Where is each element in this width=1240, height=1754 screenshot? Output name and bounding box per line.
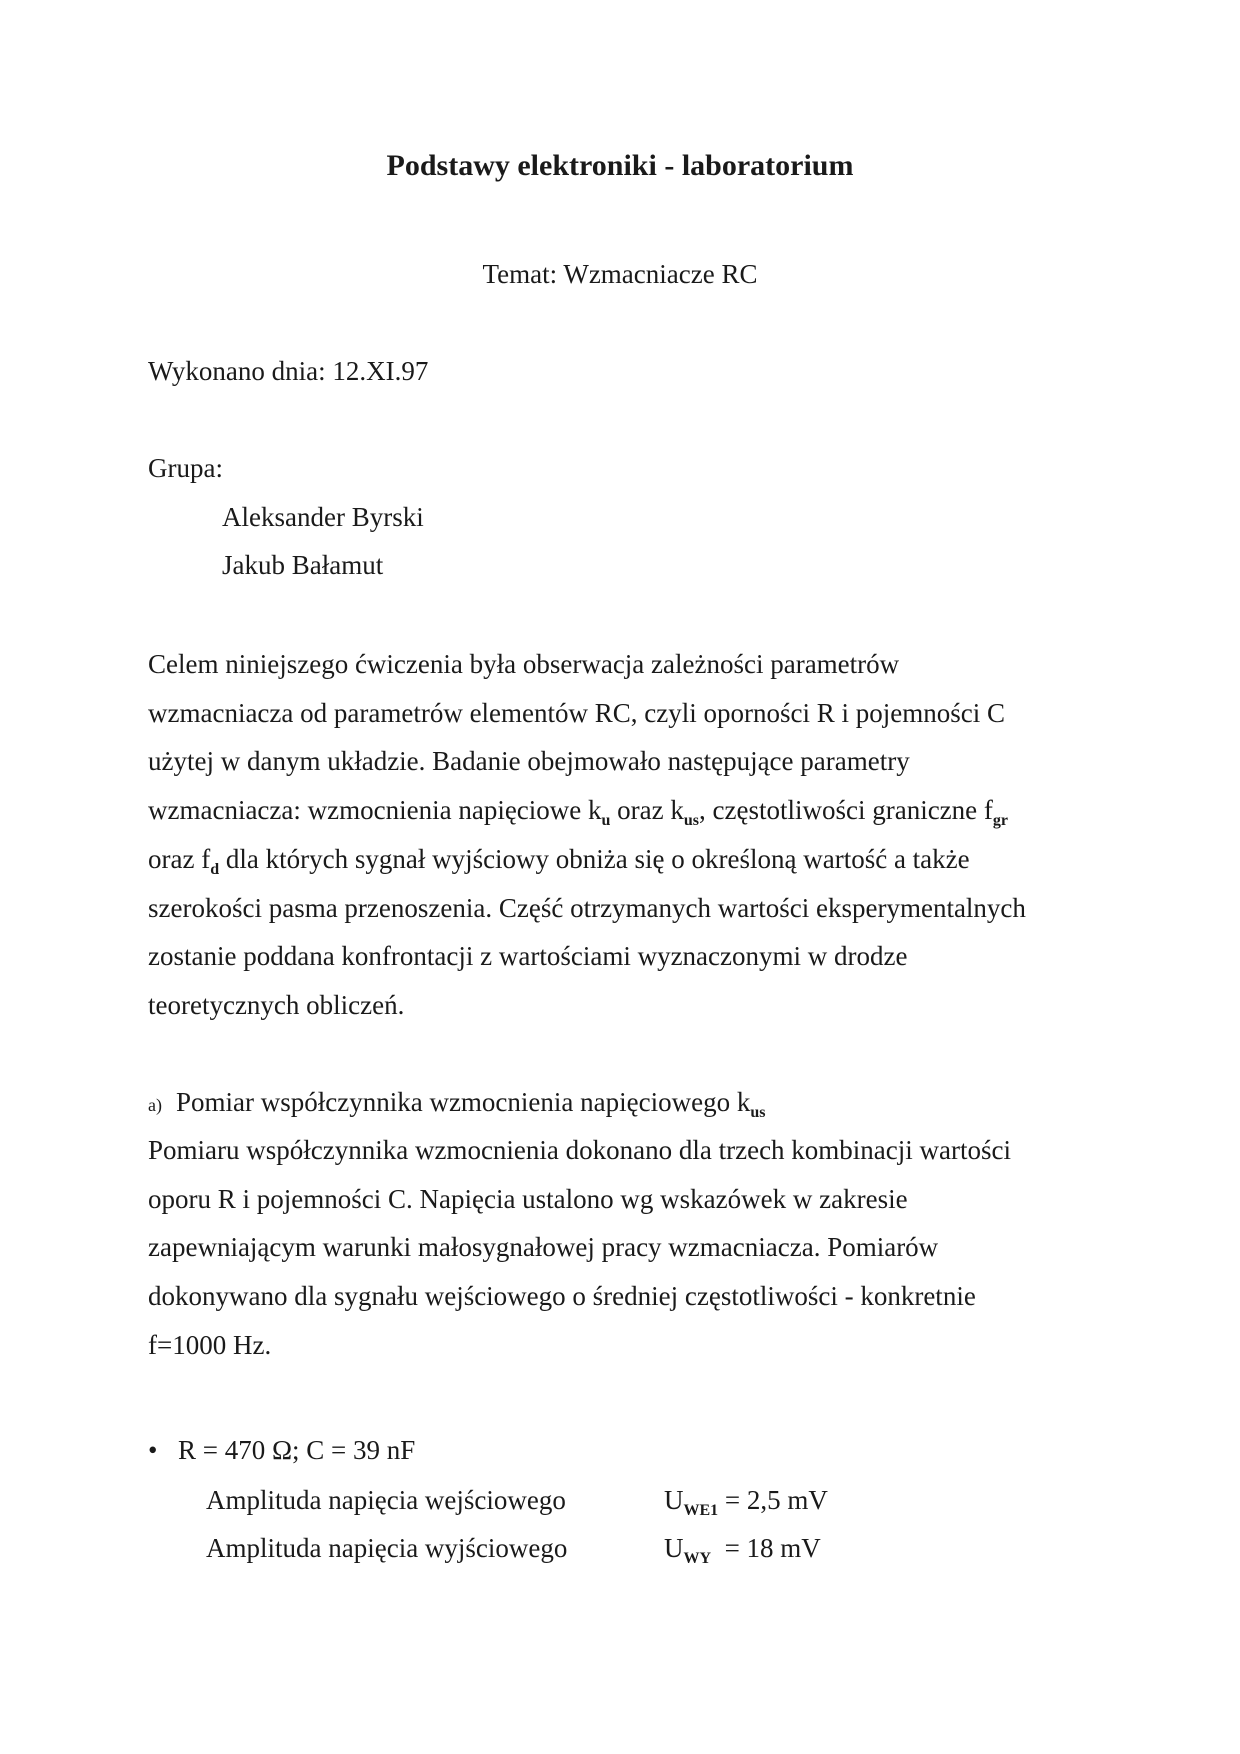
section-a-heading xyxy=(148,1084,765,1123)
subject-line: Temat: Wzmacniacze RC xyxy=(482,259,758,289)
section-a-paragraph xyxy=(148,1126,1098,1370)
bullet-text: R = 470 Ω; C = 39 nF xyxy=(178,1435,416,1465)
date-line: Wykonano dnia: 12.XI.97 xyxy=(148,356,429,386)
intro-paragraph xyxy=(148,640,1098,1030)
bullet-item xyxy=(148,1432,415,1468)
intro-line: wzmacniacza od parametrów elementów RC, czyli oporności R i pojemności C xyxy=(148,697,1005,728)
intro-line: użytej w danym układzie. Badanie obejmowało następujące parametry xyxy=(148,746,910,777)
subscript: WE1 xyxy=(683,1502,719,1519)
subscript: gr xyxy=(992,812,1009,830)
section-a-line: oporu R i pojemności C. Napięcia ustalono wg wskazówek w zakresie xyxy=(148,1183,908,1214)
intro-line: szerokości pasma przenoszenia. Część otrzymanych wartości eksperymentalnych xyxy=(148,892,1026,923)
section-a-line: zapewniającym warunki małosygnałowej pracy wzmacniacza. Pomiarów xyxy=(148,1232,939,1263)
document-title: Podstawy elektroniki - laboratorium xyxy=(386,149,854,182)
subscript: us xyxy=(750,1104,766,1121)
intro-line: zostanie poddana konfrontacji z wartościami wyznaczonymi w drodze xyxy=(148,941,908,972)
group-member: Aleksander Byrski xyxy=(222,502,424,532)
measurement-number: = 18 mV xyxy=(711,1533,821,1563)
section-heading-text: Pomiar współczynnika wzmocnienia napięciowego k xyxy=(175,1087,751,1117)
measurement-symbol: U xyxy=(664,1533,684,1563)
intro-line xyxy=(148,786,1098,835)
text-run: , częstotliwości graniczne f xyxy=(699,795,993,826)
measurement-label: Amplituda napięcia wyjściowego xyxy=(206,1533,568,1563)
section-a-line: f=1000 Hz. xyxy=(148,1329,272,1360)
intro-line: teoretycznych obliczeń. xyxy=(148,989,405,1020)
intro-line: Celem niniejszego ćwiczenia była obserwacja zależności parametrów xyxy=(148,649,900,679)
text-run: oraz f xyxy=(148,843,211,874)
measurement-number: = 2,5 mV xyxy=(718,1485,828,1515)
measurement-value xyxy=(664,1530,821,1566)
text-run: oraz k xyxy=(610,795,684,826)
measurement-symbol: U xyxy=(664,1485,684,1515)
text-run: dla których sygnał wyjściowy obniża się o określoną wartość a także xyxy=(219,843,970,874)
measurement-label: Amplituda napięcia wejściowego xyxy=(206,1485,566,1515)
section-a-line: Pomiaru współczynnika wzmocnienia dokonano dla trzech kombinacji wartości xyxy=(148,1135,1011,1165)
measurement-value xyxy=(664,1482,828,1518)
section-a-line: dokonywano dla sygnału wejściowego o średniej częstotliwości - konkretnie xyxy=(148,1281,976,1312)
subscript: d xyxy=(210,860,220,878)
bullet-icon: • xyxy=(148,1435,158,1465)
subscript: u xyxy=(601,812,611,830)
subscript: us xyxy=(683,812,700,830)
subscript: WY xyxy=(683,1550,712,1567)
text-run: wzmacniacza: wzmocnienia napięciowe k xyxy=(148,795,602,826)
section-marker: a) xyxy=(148,1095,162,1115)
intro-line xyxy=(148,835,1098,884)
group-label: Grupa: xyxy=(148,453,223,483)
group-member: Jakub Bałamut xyxy=(222,550,384,580)
